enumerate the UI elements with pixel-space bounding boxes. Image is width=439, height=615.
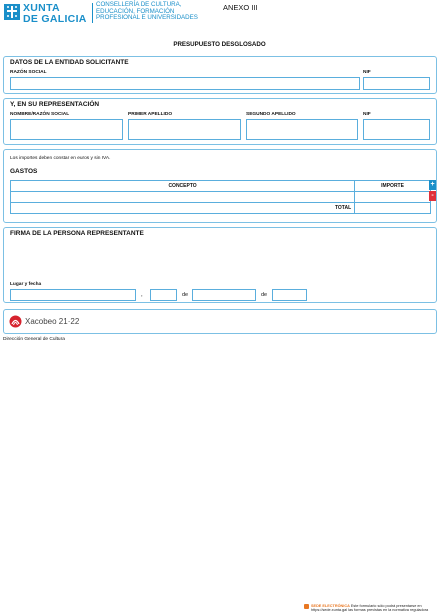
xacobeo-logo-icon <box>9 315 22 328</box>
add-row-button[interactable]: + <box>430 181 435 188</box>
nombre-label: NOMBRE/RAZÓN SOCIAL <box>10 112 70 117</box>
table-header-row <box>11 181 431 192</box>
remove-row-button[interactable]: - <box>429 191 436 201</box>
day-input[interactable] <box>150 289 177 301</box>
xacobeo-panel <box>3 309 437 334</box>
conselleria-line-1: CONSELLERÍA DE CULTURA, <box>96 1 182 8</box>
logo-line-2: DE GALICIA <box>23 13 87 25</box>
nif-label: NIF <box>363 70 371 75</box>
entity-title: DATOS DE LA ENTIDAD SOLICITANTE <box>10 59 129 66</box>
total-value <box>355 203 431 214</box>
total-label: TOTAL <box>11 203 355 214</box>
de-label-1: de <box>182 292 189 298</box>
sede-electronica-icon <box>304 604 309 609</box>
conselleria-line-2: EDUCACIÓN, FORMACIÓN <box>96 7 175 15</box>
year-input[interactable] <box>272 289 307 301</box>
conselleria-name <box>96 2 216 22</box>
sede-notice <box>311 604 437 612</box>
sede-text-2: https://sede.xunta.gal las formas previstas en la normativa reguladora <box>311 608 429 612</box>
place-input[interactable] <box>10 289 136 301</box>
entity-panel <box>3 56 437 94</box>
logo-line-1: XUNTA <box>23 2 60 14</box>
primer-apellido-label: PRIMER APELLIDO <box>128 112 173 117</box>
xunta-logo-text <box>23 3 87 25</box>
representation-title: Y, EN SU REPRESENTACIÓN <box>10 101 100 108</box>
representation-panel <box>3 98 437 145</box>
logo-divider <box>92 3 93 23</box>
xacobeo-text: Xacobeo 21·22 <box>25 317 80 326</box>
razon-social-input[interactable] <box>10 77 360 90</box>
concepto-header: CONCEPTO <box>11 181 355 192</box>
annex-label: ANEXO III <box>223 3 258 12</box>
expenses-table <box>10 180 431 214</box>
rep-nif-label: NIF <box>363 112 371 117</box>
importe-header: IMPORTE <box>355 181 431 192</box>
nombre-input[interactable] <box>10 119 123 140</box>
expenses-title: GASTOS <box>10 168 38 175</box>
comma-separator: , <box>141 292 143 298</box>
month-input[interactable] <box>192 289 256 301</box>
amounts-note: Los importes deben constar en euros y sin IVA. <box>10 156 111 161</box>
segundo-apellido-label: SEGUNDO APELLIDO <box>246 112 296 117</box>
conselleria-line-3: PROFESIONAL E UNIVERSIDADES <box>96 14 198 22</box>
primer-apellido-input[interactable] <box>128 119 241 140</box>
nif-input[interactable] <box>363 77 430 90</box>
sede-text-1: Este formulario sólo podrá presentarse en <box>350 604 422 608</box>
segundo-apellido-input[interactable] <box>246 119 358 140</box>
concepto-cell-input[interactable] <box>11 192 355 203</box>
direction-label: Dirección General de Cultura <box>3 337 65 342</box>
table-row <box>11 192 431 203</box>
document-title: PRESUPUESTO DESGLOSADO <box>173 41 266 48</box>
place-date-label: Lugar y fecha <box>10 282 42 287</box>
total-row <box>11 203 431 214</box>
signature-panel <box>3 227 437 303</box>
signature-title: FIRMA DE LA PERSONA REPRESENTANTE <box>10 230 144 237</box>
sede-link[interactable]: SEDE ELECTRÓNICA <box>311 604 350 608</box>
xunta-cross-emblem-icon <box>4 4 20 20</box>
rep-nif-input[interactable] <box>363 119 430 140</box>
razon-social-label: RAZÓN SOCIAL <box>10 70 47 75</box>
expenses-panel <box>3 149 437 223</box>
importe-cell-input[interactable] <box>355 192 431 203</box>
de-label-2: de <box>261 292 268 298</box>
